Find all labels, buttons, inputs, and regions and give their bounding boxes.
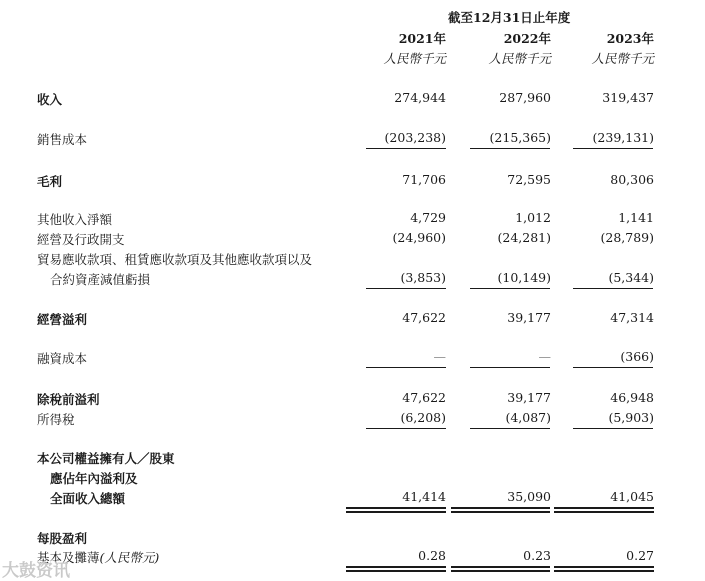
cell-eps-2022: 0.23 bbox=[523, 548, 551, 563]
cell-attributable-2022: 35,090 bbox=[507, 489, 551, 504]
cell-operating-profit-2022: 39,177 bbox=[507, 310, 551, 325]
period-header: 截至12月31日止年度 bbox=[448, 10, 571, 25]
double-underline-attr-2022-a bbox=[451, 507, 550, 509]
double-underline-eps-2022-a bbox=[451, 566, 550, 568]
year-header-2022: 2022年 bbox=[503, 31, 551, 46]
row-label-income-tax: 所得稅 bbox=[37, 412, 75, 427]
row-label-profit-before-tax: 除稅前溢利 bbox=[37, 392, 100, 407]
year-header-2021: 2021年 bbox=[398, 31, 446, 46]
double-underline-attr-2021-b bbox=[346, 511, 446, 513]
cell-income-tax-2023: (5,903) bbox=[608, 410, 654, 425]
double-underline-attr-2023-a bbox=[554, 507, 654, 509]
unit-header-2021: 人民幣千元 bbox=[383, 51, 446, 66]
cell-income-tax-2022: (4,087) bbox=[505, 410, 551, 425]
row-label-other-income: 其他收入淨額 bbox=[37, 212, 113, 227]
cell-revenue-2022: 287,960 bbox=[499, 90, 551, 105]
row-label-operating-profit: 經營溢利 bbox=[37, 312, 88, 327]
underline-cost-2022 bbox=[470, 148, 550, 149]
cell-eps-2023: 0.27 bbox=[626, 548, 654, 563]
cell-cost-of-sales-2023: (239,131) bbox=[592, 130, 654, 145]
cell-finance-costs-2022: — bbox=[538, 349, 551, 364]
cell-income-tax-2021: (6,208) bbox=[400, 410, 446, 425]
row-label-finance-costs: 融資成本 bbox=[37, 351, 88, 366]
cell-gross-profit-2022: 72,595 bbox=[507, 172, 551, 187]
cell-profit-before-tax-2023: 46,948 bbox=[610, 390, 654, 405]
row-label-revenue: 收入 bbox=[37, 92, 63, 107]
cell-gross-profit-2021: 71,706 bbox=[402, 172, 446, 187]
row-label-eps: 每股盈利 bbox=[37, 531, 88, 546]
underline-impairment-2023 bbox=[573, 288, 653, 289]
row-label-attributable-line3: 全面收入總額 bbox=[50, 491, 126, 506]
unit-header-2023: 人民幣千元 bbox=[591, 51, 654, 66]
cell-admin-expenses-2023: (28,789) bbox=[600, 230, 654, 245]
eps-basic-text: 基本及攤薄 bbox=[37, 550, 100, 565]
underline-cost-2021 bbox=[366, 148, 446, 149]
underline-tax-2022 bbox=[470, 428, 550, 429]
unit-header-2022: 人民幣千元 bbox=[488, 51, 551, 66]
underline-cost-2023 bbox=[573, 148, 653, 149]
row-label-attributable-line1: 本公司權益擁有人／股東 bbox=[37, 451, 175, 466]
cell-operating-profit-2021: 47,622 bbox=[402, 310, 446, 325]
cell-other-income-2021: 4,729 bbox=[410, 210, 446, 225]
watermark-logo: 大鼓资讯 bbox=[2, 561, 70, 581]
row-label-impairment-line1: 貿易應收款項、租賃應收款項及其他應收款項以及 bbox=[37, 252, 313, 267]
underline-tax-2021 bbox=[366, 428, 446, 429]
underline-impairment-2021 bbox=[366, 288, 446, 289]
underline-finance-2022 bbox=[470, 367, 550, 368]
cell-admin-expenses-2021: (24,960) bbox=[392, 230, 446, 245]
double-underline-attr-2023-b bbox=[554, 511, 654, 513]
double-underline-eps-2023-b bbox=[554, 570, 654, 572]
cell-eps-2021: 0.28 bbox=[418, 548, 446, 563]
cell-revenue-2023: 319,437 bbox=[602, 90, 654, 105]
cell-impairment-2021: (3,853) bbox=[400, 270, 446, 285]
row-label-admin-expenses: 經營及行政開支 bbox=[37, 232, 125, 247]
cell-finance-costs-2023: (366) bbox=[620, 349, 654, 364]
row-label-cost-of-sales: 銷售成本 bbox=[37, 132, 88, 147]
underline-finance-2021 bbox=[366, 367, 446, 368]
cell-operating-profit-2023: 47,314 bbox=[610, 310, 654, 325]
eps-unit-text: (人民幣元) bbox=[99, 550, 160, 565]
double-underline-eps-2021-b bbox=[346, 570, 446, 572]
double-underline-eps-2023-a bbox=[554, 566, 654, 568]
cell-impairment-2023: (5,344) bbox=[608, 270, 654, 285]
cell-attributable-2021: 41,414 bbox=[402, 489, 446, 504]
cell-cost-of-sales-2021: (203,238) bbox=[384, 130, 446, 145]
row-label-impairment-line2: 合約資產減值虧損 bbox=[50, 272, 151, 287]
underline-tax-2023 bbox=[573, 428, 653, 429]
cell-profit-before-tax-2022: 39,177 bbox=[507, 390, 551, 405]
cell-attributable-2023: 41,045 bbox=[610, 489, 654, 504]
underline-finance-2023 bbox=[573, 367, 653, 368]
cell-impairment-2022: (10,149) bbox=[497, 270, 551, 285]
cell-finance-costs-2021: — bbox=[433, 349, 446, 364]
double-underline-eps-2021-a bbox=[346, 566, 446, 568]
cell-gross-profit-2023: 80,306 bbox=[610, 172, 654, 187]
cell-admin-expenses-2022: (24,281) bbox=[497, 230, 551, 245]
double-underline-attr-2021-a bbox=[346, 507, 446, 509]
row-label-attributable-line2: 應佔年內溢利及 bbox=[50, 471, 138, 486]
cell-cost-of-sales-2022: (215,365) bbox=[489, 130, 551, 145]
row-label-gross-profit: 毛利 bbox=[37, 174, 63, 189]
cell-other-income-2022: 1,012 bbox=[515, 210, 551, 225]
double-underline-attr-2022-b bbox=[451, 511, 550, 513]
cell-revenue-2021: 274,944 bbox=[394, 90, 446, 105]
underline-impairment-2022 bbox=[470, 288, 550, 289]
cell-other-income-2023: 1,141 bbox=[618, 210, 654, 225]
double-underline-eps-2022-b bbox=[451, 570, 550, 572]
cell-profit-before-tax-2021: 47,622 bbox=[402, 390, 446, 405]
year-header-2023: 2023年 bbox=[606, 31, 654, 46]
